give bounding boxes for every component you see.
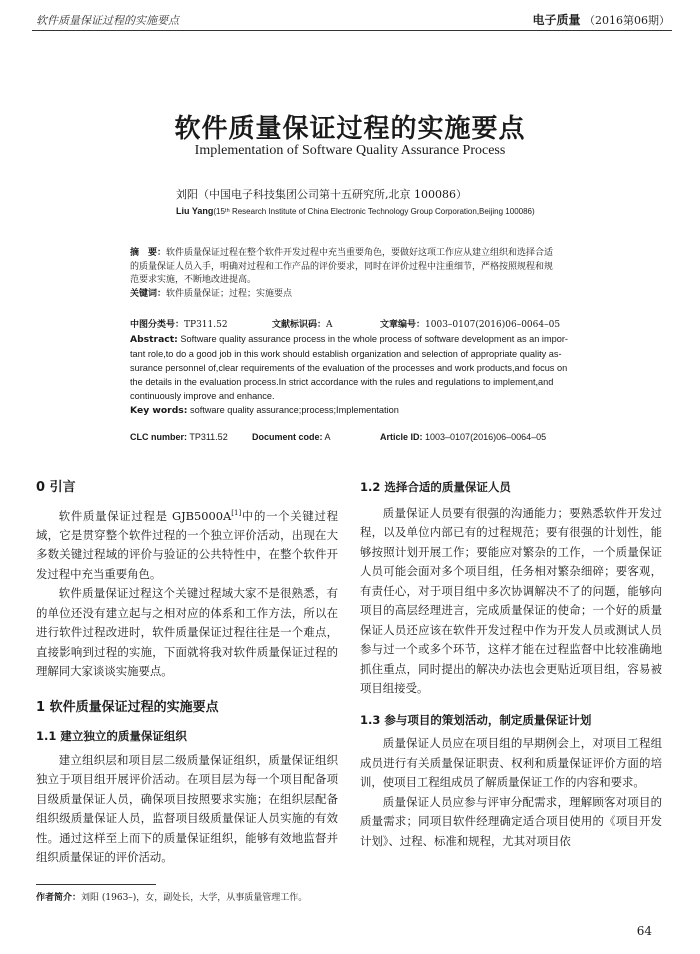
footnote-rule <box>36 884 156 885</box>
clc-cn <box>130 317 228 330</box>
article-en-label: Article ID: <box>380 432 423 442</box>
keywords-cn-text: 软件质量保证；过程；实施要点 <box>166 288 293 299</box>
section-heading-1-3: 1.3 参与项目的策划活动，制定质量保证计划 <box>360 712 592 727</box>
paragraph: 建立组织层和项目层二级质量保证组织，质量保证组织独立于项目组开展评价活动。在项目层为每一个项目配备项目级质量保证人员，确保项目按照要求实施；在组织层配备组织级质量保证人员，监督项目级质量保证人员实施的有效性。通过这样至上而下的质量保证组织，能够有效地监督并组织质量保证的评价活动。 <box>36 752 338 865</box>
abstract-en-line: the details in the evaluation process.In strict accordance with the rules and regulations to implement,and <box>130 377 554 387</box>
abstract-en-line: continuously improve and enhance. <box>130 391 275 401</box>
article-en <box>380 430 546 444</box>
journal-name: 电子质量 <box>532 13 581 27</box>
citation: [1] <box>231 508 242 517</box>
footnote <box>36 890 307 903</box>
page-number: 64 <box>636 924 652 938</box>
abstract-cn-label: 摘 要： <box>130 248 167 258</box>
abstract-en-line: tant role,to do a good job in this work should establish organization and selection of appropriate quality as- <box>130 349 562 359</box>
clc-cn-value: TP311.52 <box>184 320 228 330</box>
keywords-en-label: Key words: <box>130 405 188 416</box>
paragraph-text: 中的一个关键过程域，它是贯穿整个软件过程的一个独立评价活动，出现在大多数关键过程域的评价与验证的公共特性中，在整个软件开发过程中充当重要角色。 <box>36 508 338 581</box>
abstract-en-line: Software quality assurance process in the whole process of software development as an impor- <box>177 334 568 344</box>
author-en <box>176 206 535 216</box>
abstract-en-label: Abstract: <box>130 334 178 345</box>
section-heading-1-2: 1.2 选择合适的质量保证人员 <box>360 480 511 494</box>
paragraph: 质量保证人员应在项目组的早期例会上，对项目工程组成员进行有关质量保证职责、权利和质量保证评价方面的培训，使项目工程组成员了解质量保证工作的内容和要求。 <box>360 736 662 789</box>
author-cn-text: 刘阳（中国电子科技集团公司第十五研究所,北京 100086） <box>176 188 467 201</box>
article-cn <box>380 317 560 330</box>
clc-en-value: TP311.52 <box>187 432 228 442</box>
section-heading-1: 1 软件质量保证过程的实施要点 <box>36 699 219 715</box>
clc-cn-label: 中图分类号： <box>130 320 185 330</box>
article-cn-label: 文章编号： <box>380 320 426 330</box>
paper-title: 软件质量保证过程的实施要点 <box>174 114 526 144</box>
left-column <box>36 478 338 868</box>
author-cn <box>176 186 467 202</box>
footnote-label: 作者简介： <box>36 893 82 903</box>
paragraph: 质量保证人员要有很强的沟通能力；要熟悉软件开发过程，以及单位内部已有的过程规范；要有很强的计划性，能够按照计划开展工作；要能应对繁杂的工作，一个质量保证人员可能会面对多个项目组，任务相对繁杂细碎；要客观，有责任心，对于项目组中多次协调解决不了的问题，能够向项目的高层经理进言，完成质量保证的使命；一个好的质量保证人员还应该在软件开发过程中作为开发人员或测试人员参与过一个或多个环节，这样才能在过程监督中比较准确地抓住重点，同时提出的解决办法也会更贴近项目组，容易被项目组接受。 <box>360 505 662 695</box>
doc-cn <box>272 317 333 330</box>
running-header-journal <box>532 11 670 28</box>
doc-en <box>252 430 331 444</box>
paper-subtitle: Implementation of Software Quality Assurance Process <box>194 143 506 158</box>
doc-cn-value: A <box>326 320 333 330</box>
clc-en-label: CLC number: <box>130 432 187 442</box>
abstract-cn-line: 的质量保证人员入手，明确对过程和工作产品的评价要求，同时在评价过程中注重细节，严格按照规程和规 <box>130 261 554 272</box>
abstract-en-line: surance personnel of,clear requirements of the evaluation of the processes and work products,and focus on <box>130 363 568 373</box>
footnote-text: 刘阳 (1963–)，女，副处长，大学，从事质量管理工作。 <box>81 893 308 903</box>
author-en-affil: (15ᵗʰ Research Institute of China Electronic Technology Group Corporation,Beijing 100086) <box>213 207 535 216</box>
section-heading-intro: 0 引言 <box>36 480 76 495</box>
abstract-cn-line: 软件质量保证过程在整个软件开发过程中充当重要角色，要做好这项工作应从建立组织和选择合适 <box>166 248 554 258</box>
abstract-cn <box>130 247 572 301</box>
doc-en-label: Document code: <box>252 432 323 442</box>
article-cn-value: 1003–0107(2016)06–0064–05 <box>425 320 561 330</box>
paragraph-text: 软件质量保证过程是 GJB5000A <box>58 508 232 523</box>
article-en-value: 1003–0107(2016)06–0064–05 <box>422 432 547 442</box>
keywords-en-text: software quality assurance;process;Implementation <box>187 405 399 415</box>
abstract-cn-line: 范要求实施，不断地改进提高。 <box>130 275 257 285</box>
paragraph: 质量保证人员应参与评审分配需求，理解顾客对项目的质量需求；同项目软件经理确定适合项目使用的《项目开发计划》、过程、标准和规程，尤其对项目依 <box>360 794 662 848</box>
header-rule <box>32 30 672 31</box>
right-column <box>360 478 662 851</box>
author-en-name: Liu Yang <box>176 206 214 216</box>
paragraph: 软件质量保证过程这个关键过程域大家不是很熟悉，有的单位还没有建立起与之相对应的体系和工作方法，所以在进行软件过程改进时，软件质量保证过程往往是一个难点，直接影响到过程的实施，下面就将我对软件质量保证过程的理解同大家谈谈实施要点。 <box>36 586 338 679</box>
paragraph <box>36 504 338 585</box>
journal-issue: （2016第06期） <box>584 14 670 27</box>
doc-en-value: A <box>322 432 331 442</box>
clc-en <box>130 430 228 444</box>
running-header-title: 软件质量保证过程的实施要点 <box>36 14 179 27</box>
doc-cn-label: 文献标识码： <box>272 320 327 330</box>
section-heading-1-1: 1.1 建立独立的质量保证组织 <box>36 729 187 744</box>
keywords-cn-label: 关键词： <box>130 288 167 299</box>
abstract-en <box>130 332 572 418</box>
